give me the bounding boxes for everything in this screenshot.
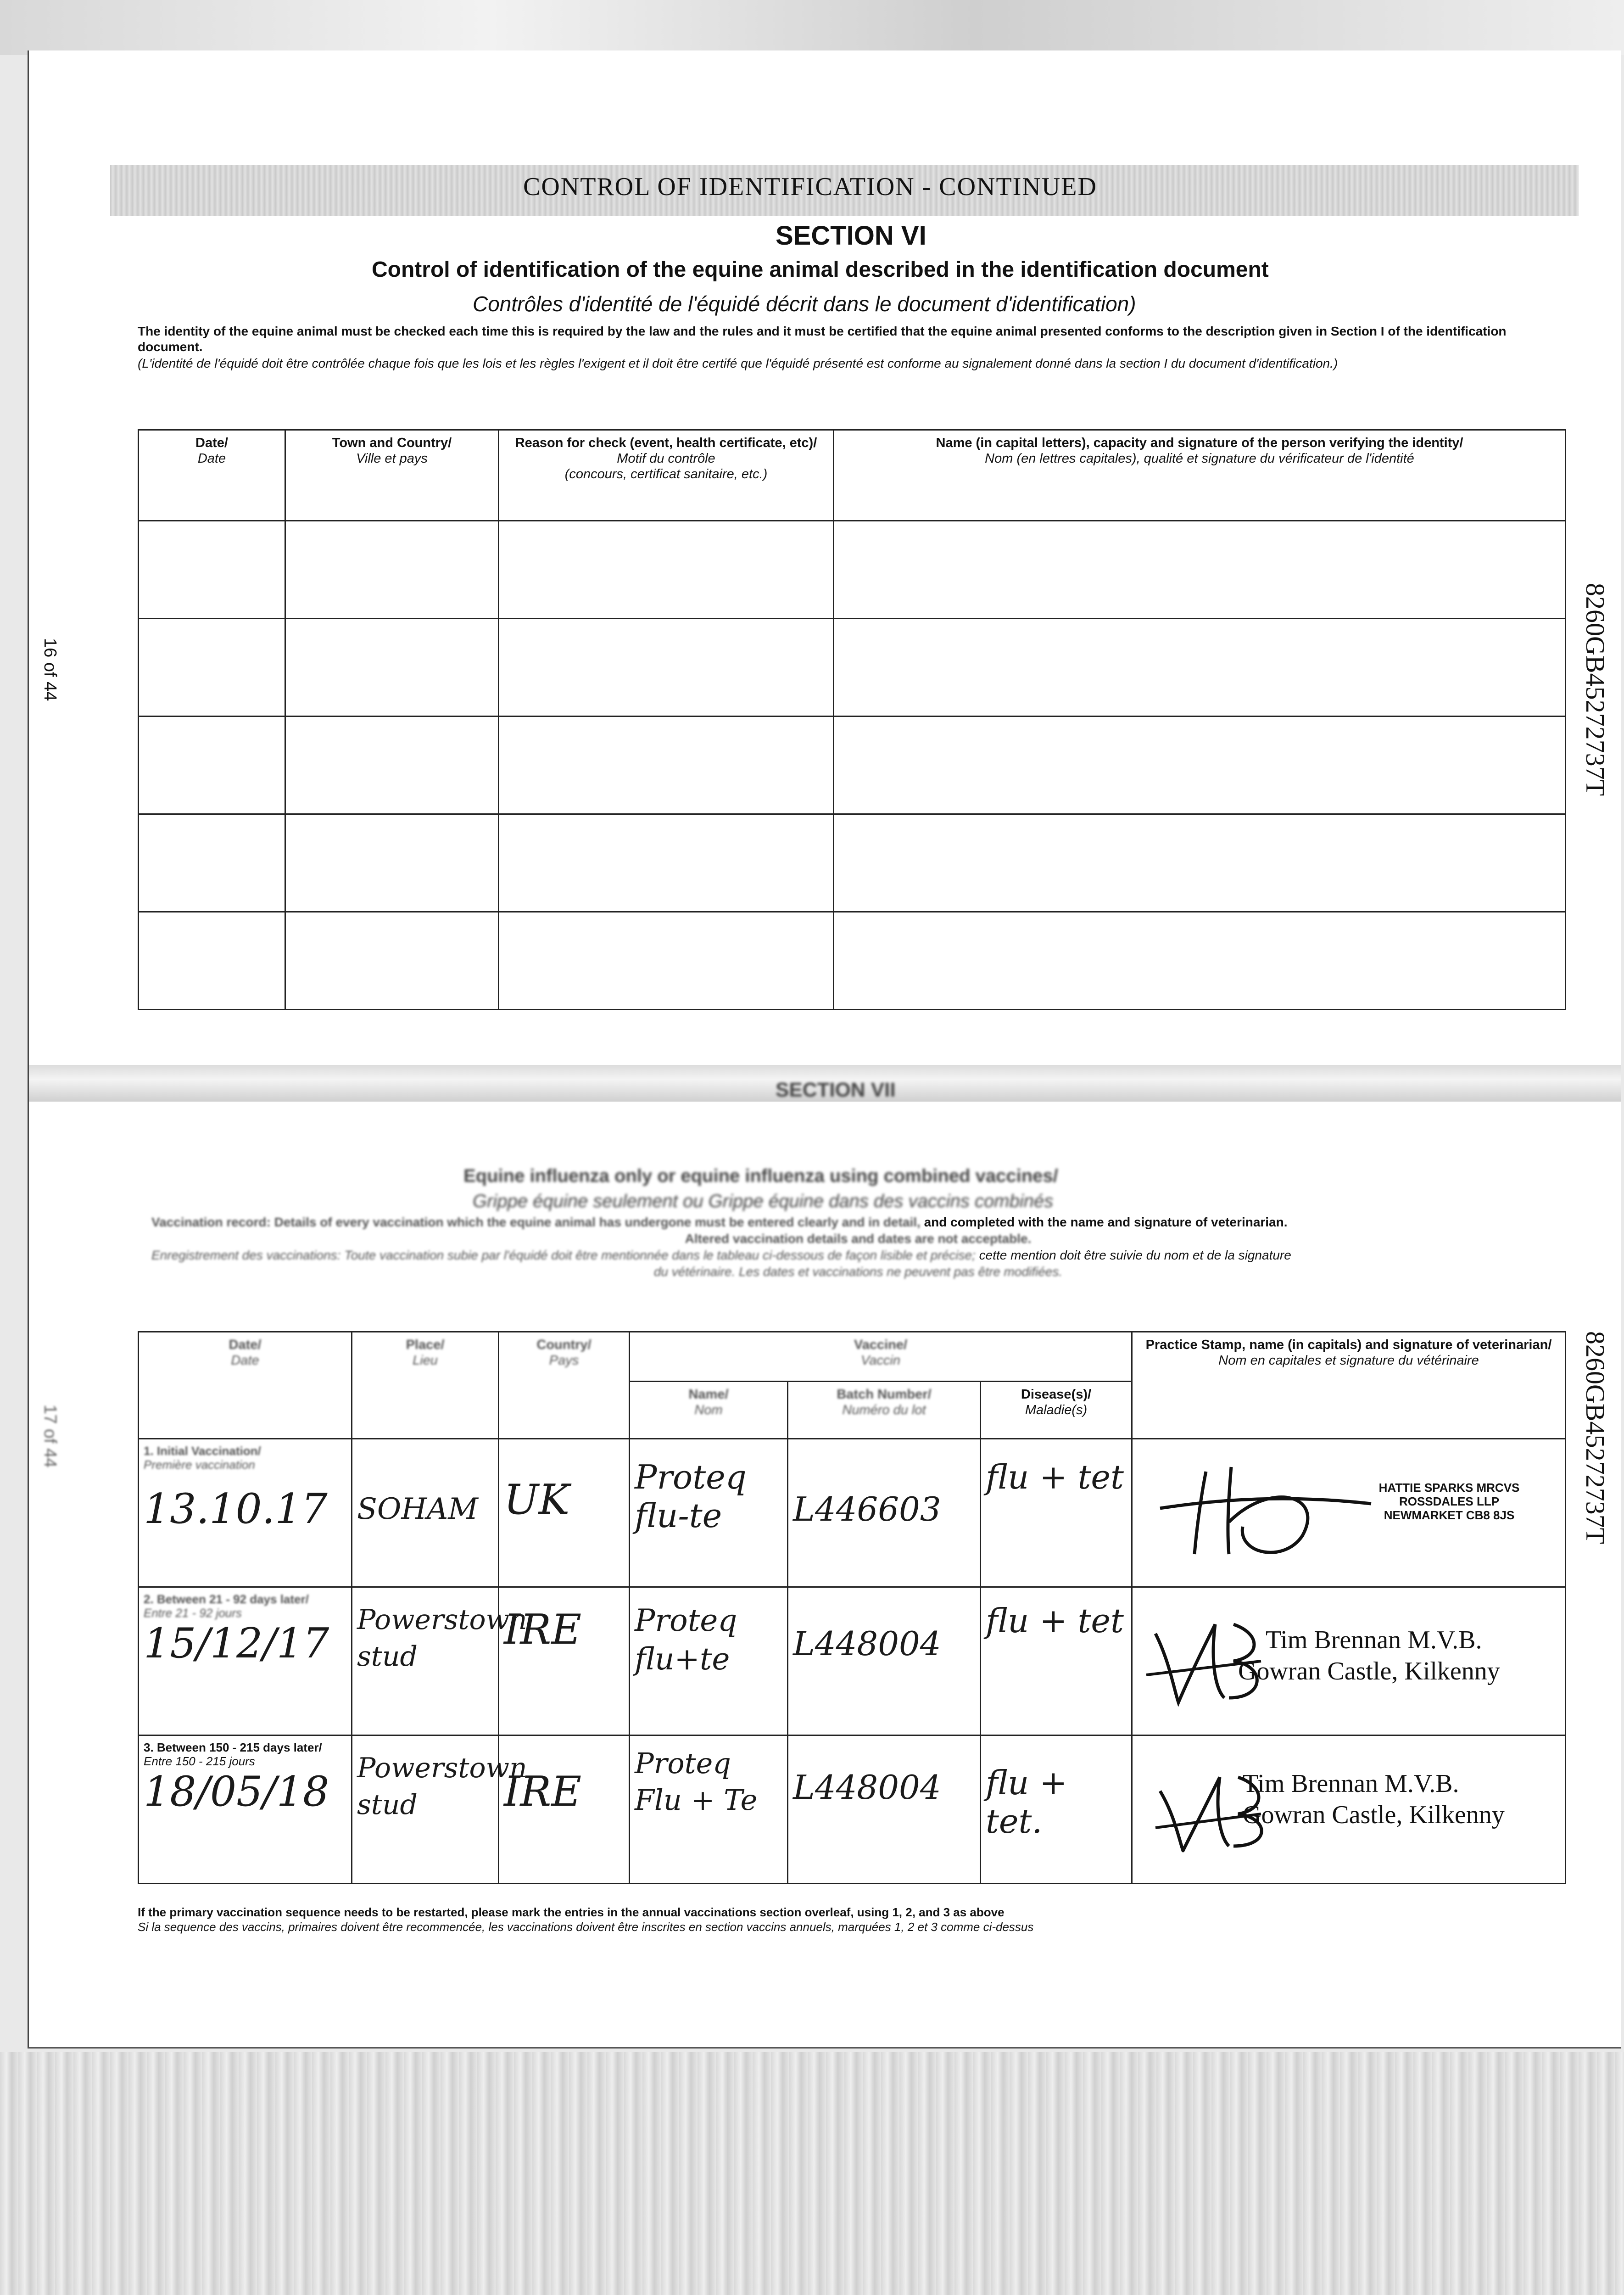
vaccination-1-place-cell (352, 1439, 499, 1587)
vaccination-1-name-cell (630, 1439, 788, 1587)
col-date: Date/ Date (139, 430, 285, 521)
row-label: 2. Between 21 - 92 days later/ Entre 21 - 92 jours (144, 1592, 309, 1620)
scan-border-bottom (0, 2052, 1624, 2295)
col-date: Date/ Date (139, 1332, 352, 1439)
col-reason: Reason for check (event, health certificate, etc)/ Motif du contrôle (concours, certificat sanitaire, etc.) (499, 430, 834, 521)
batch-number: L446603 (793, 1490, 941, 1528)
vaccination-table (138, 1331, 1566, 1884)
practice-stamp: Tim Brennan M.V.B. Gowran Castle, Kilkenny (1243, 1769, 1505, 1829)
intro-fr-clear: cette mention doit être suivie du nom et de la signature (979, 1248, 1291, 1262)
col-verifier: Name (in capital letters), capacity and signature of the person verifying the identity/ Nom (en lettres capitales), qualité et signature du vérificateur de l'identité (834, 430, 1566, 521)
intro-en: The identity of the equine animal must be checked each time this is required by the law and the rules and it must be certified that the equine animal presented conforms to the description given in Section I of the identification document. (138, 324, 1507, 354)
table-row (139, 912, 1566, 1010)
table-row (139, 1735, 1566, 1884)
vaccination-1-country-cell (499, 1439, 630, 1587)
section-vii-heading: Equine influenza only or equine influenza using combined vaccines/ (463, 1166, 1058, 1186)
disease: flu + tet (986, 1458, 1124, 1496)
intro-line-2: Altered vaccination details and dates are not acceptable. (685, 1231, 1032, 1246)
col-town-country: Town and Country/ Ville et pays (285, 430, 499, 521)
veterinarian-signature (1151, 1453, 1380, 1563)
vaccination-3-place-cell (352, 1735, 527, 1884)
batch-number: L448004 (793, 1624, 941, 1663)
vaccination-2-date-cell (139, 1587, 352, 1735)
intro-blurred: Vaccination record: Details of every vaccination which the equine animal has undergone must be entered clearly and in detail, (151, 1215, 921, 1229)
vaccination-date: 15/12/17 (144, 1619, 329, 1668)
section-vi-intro (138, 324, 1551, 371)
vaccination-2-country-cell (499, 1587, 630, 1735)
footnote-fr: Si la sequence des vaccins, primaires doivent être recommencée, les vaccinations doivent être inscrites en section vaccins annuels, marquées 1, 2 et 3 comme ci-dessus (138, 1920, 1034, 1934)
col-vaccine-name: Name/ Nom (630, 1382, 788, 1439)
footnote-en: If the primary vaccination sequence needs to be restarted, please mark the entries in the annual vaccinations section overleaf, using 1, 2, and 3 as above (138, 1905, 1005, 1919)
vaccination-place: SOHAM (357, 1492, 478, 1526)
vaccination-country: UK (504, 1476, 570, 1524)
identification-checks-table (138, 429, 1566, 1010)
vaccination-2-batch-cell (788, 1587, 981, 1735)
scan-border-top (0, 0, 1624, 55)
table-row (139, 521, 1566, 619)
intro-clear: and completed with the name and signature of veterinarian. (924, 1215, 1288, 1229)
col-batch-number: Batch Number/ Numéro du lot (788, 1382, 981, 1439)
vaccination-country: IRE (504, 1768, 582, 1816)
col-disease: Disease(s)/ Maladie(s) (981, 1382, 1132, 1439)
col-vaccine: Vaccine/ Vaccin (630, 1332, 1132, 1382)
row-label: 3. Between 150 - 215 days later/ Entre 150 - 215 jours (144, 1741, 322, 1768)
batch-number: L448004 (793, 1768, 941, 1807)
practice-stamp: Tim Brennan M.V.B. Gowran Castle, Kilkenny (1238, 1626, 1500, 1685)
table-header-row (139, 1332, 1566, 1382)
vaccination-place: Powerstown stud (357, 1604, 527, 1673)
section-vii-intro (151, 1214, 1565, 1280)
intro-fr-blurred: Enregistrement des vaccinations: Toute vaccination subie par l'équidé doit être mentionnée dans le tableau ci-dessous de façon lisible et précise; (151, 1248, 976, 1262)
table-row (139, 814, 1566, 912)
vaccination-country: IRE (504, 1606, 582, 1654)
practice-stamp: HATTIE SPARKS MRCVS ROSSDALES LLP NEWMARKET CB8 8JS (1378, 1481, 1520, 1522)
section-vii-heading-fr: Grippe équine seulement ou Grippe équine dans des vaccins combinés (473, 1191, 1054, 1211)
vaccination-3-date-cell (139, 1735, 352, 1884)
section-vi-title: SECTION VI (776, 221, 926, 251)
disease: flu + tet. (986, 1763, 1067, 1841)
col-place: Place/ Lieu (352, 1332, 499, 1439)
vaccination-1-disease-cell (981, 1439, 1132, 1587)
vaccination-2-disease-cell (981, 1587, 1132, 1735)
col-country: Country/ Pays (499, 1332, 630, 1439)
page-number-bottom: 17 of 44 (40, 1405, 60, 1468)
vaccine-name: Proteq flu-te (635, 1458, 747, 1535)
vaccination-2-place-cell (352, 1587, 527, 1735)
table-row (139, 1587, 1566, 1735)
table-row (139, 1439, 1566, 1587)
page-number-top: 16 of 44 (40, 638, 60, 701)
vaccination-3-stamp-cell (1132, 1735, 1566, 1884)
vaccine-name: Proteq Flu + Te (635, 1746, 758, 1817)
vaccination-3-name-cell (630, 1735, 788, 1884)
row-label: 1. Initial Vaccination/ Première vaccination (144, 1444, 261, 1472)
vaccination-date: 18/05/18 (144, 1768, 329, 1816)
vaccination-1-stamp-cell (1132, 1439, 1566, 1587)
vaccination-2-name-cell (630, 1587, 788, 1735)
intro-fr: (L'identité de l'équidé doit être contrôlée chaque fois que les lois et les règles l'exigent et il doit être certifé que l'équidé présenté est conforme au signalement donné dans la section I du document d'identification.) (138, 356, 1338, 370)
table-row (139, 619, 1566, 716)
section-vi-heading: Control of identification of the equine animal described in the identification document (372, 257, 1269, 282)
table-row (139, 716, 1566, 814)
vaccination-3-batch-cell (788, 1735, 981, 1884)
vaccination-3-disease-cell (981, 1735, 1132, 1884)
disease: flu + tet (986, 1601, 1124, 1640)
section-vii-title: SECTION VII (776, 1079, 896, 1101)
document-id-lower: 8260GB45272737T (1580, 1331, 1610, 1544)
vaccination-place: Powerstown stud (357, 1752, 527, 1821)
vaccination-2-stamp-cell (1132, 1587, 1566, 1735)
vaccination-footnote (138, 1905, 1560, 1934)
banner-title: CONTROL OF IDENTIFICATION - CONTINUED (523, 173, 1097, 201)
intro-fr-line-2: du vétérinaire. Les dates et vaccinations ne peuvent pas être modifiées. (653, 1265, 1063, 1279)
col-practice-stamp: Practice Stamp, name (in capitals) and signature of veterinarian/ Nom en capitales et signature du vétérinaire (1132, 1332, 1566, 1439)
vaccination-date: 13.10.17 (144, 1485, 328, 1533)
document-id-upper: 8260GB45272737T (1580, 583, 1610, 796)
vaccination-1-batch-cell (788, 1439, 981, 1587)
table-header-row (139, 430, 1566, 521)
vaccination-3-country-cell (499, 1735, 630, 1884)
vaccination-1-date-cell (139, 1439, 352, 1587)
section-vi-heading-fr: Contrôles d'identité de l'équidé décrit dans le document d'identification) (473, 292, 1136, 316)
vaccine-name: Proteq flu+te (635, 1603, 737, 1677)
